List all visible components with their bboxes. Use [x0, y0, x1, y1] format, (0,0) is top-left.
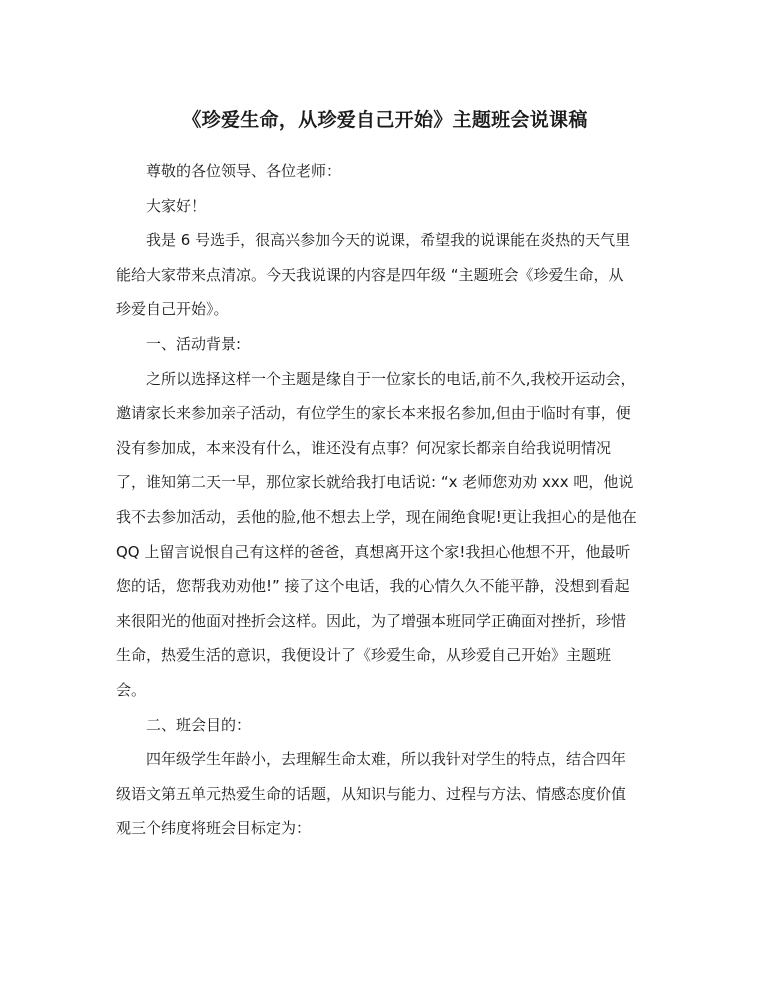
text-line: 没有参加成，本来没有什么，谁还没有点事？何况家长都亲自给我说明情况: [116, 438, 612, 457]
text-line: 能给大家带来点清凉。今天我说课的内容是四年级 “主题班会《珍爱生命，从: [116, 265, 624, 284]
text-line: 之所以选择这样一个主题是缘自于一位家长的电话,前不久,我校开运动会，: [146, 369, 636, 388]
text-line: QQ 上留言说恨自己有这样的爸爸，真想离开这个家!我担心他想不开，他最听: [116, 542, 631, 561]
paragraph: [116, 154, 661, 189]
text-line: 二、班会目的：: [146, 715, 252, 734]
text-line: 会。: [116, 680, 147, 699]
text-line: 尊敬的各位领导、各位老师：: [146, 162, 342, 180]
text-line: 级语文第五单元热爱生命的话题，从知识与能力、过程与方法、情感态度价值: [116, 784, 627, 803]
paragraph: [116, 189, 661, 224]
text-line: 一、活动背景:: [146, 334, 242, 353]
text-line: 生命，热爱生活的意识，我便设计了《珍爱生命，从珍爱自己开始》主题班: [116, 646, 612, 665]
text-line: 四年级学生年龄小，去理解生命太难，所以我针对学生的特点，结合四年: [146, 750, 627, 769]
text-line: 珍爱自己开始》。: [116, 300, 229, 319]
document-title: 《珍爱生命，从珍爱自己开始》主题班会说课稿: [182, 109, 588, 131]
paragraph: [116, 223, 661, 327]
text-line: 大家好！: [146, 196, 207, 215]
text-line: 我不去参加活动，丢他的脸,他不想去上学，现在闹绝食呢!更让我担心的是他在: [116, 507, 637, 526]
paragraph: [116, 362, 661, 708]
text-line: 邀请家长来参加亲子活动，有位学生的家长本来报名参加,但由于临时有事，便: [116, 404, 631, 423]
paragraph: [116, 708, 661, 743]
paragraph: [116, 742, 661, 846]
text-line: 您的话，您帮我劝劝他!” 接了这个电话，我的心情久久不能平静，没想到看起: [116, 577, 630, 596]
text-line: 了，谁知第二天一早，那位家长就给我打电话说: “x 老师您劝劝 xxx 吧，他说: [116, 473, 634, 492]
text-line: 我是 6 号选手，很高兴参加今天的说课，希望我的说课能在炎热的天气里: [146, 231, 631, 250]
document-body: [116, 154, 661, 846]
paragraph: [116, 327, 661, 362]
text-line: 观三个纬度将班会目标定为：: [116, 819, 312, 838]
text-line: 来很阳光的他面对挫折会这样。因此，为了增强本班同学正确面对挫折，珍惜: [116, 611, 627, 630]
